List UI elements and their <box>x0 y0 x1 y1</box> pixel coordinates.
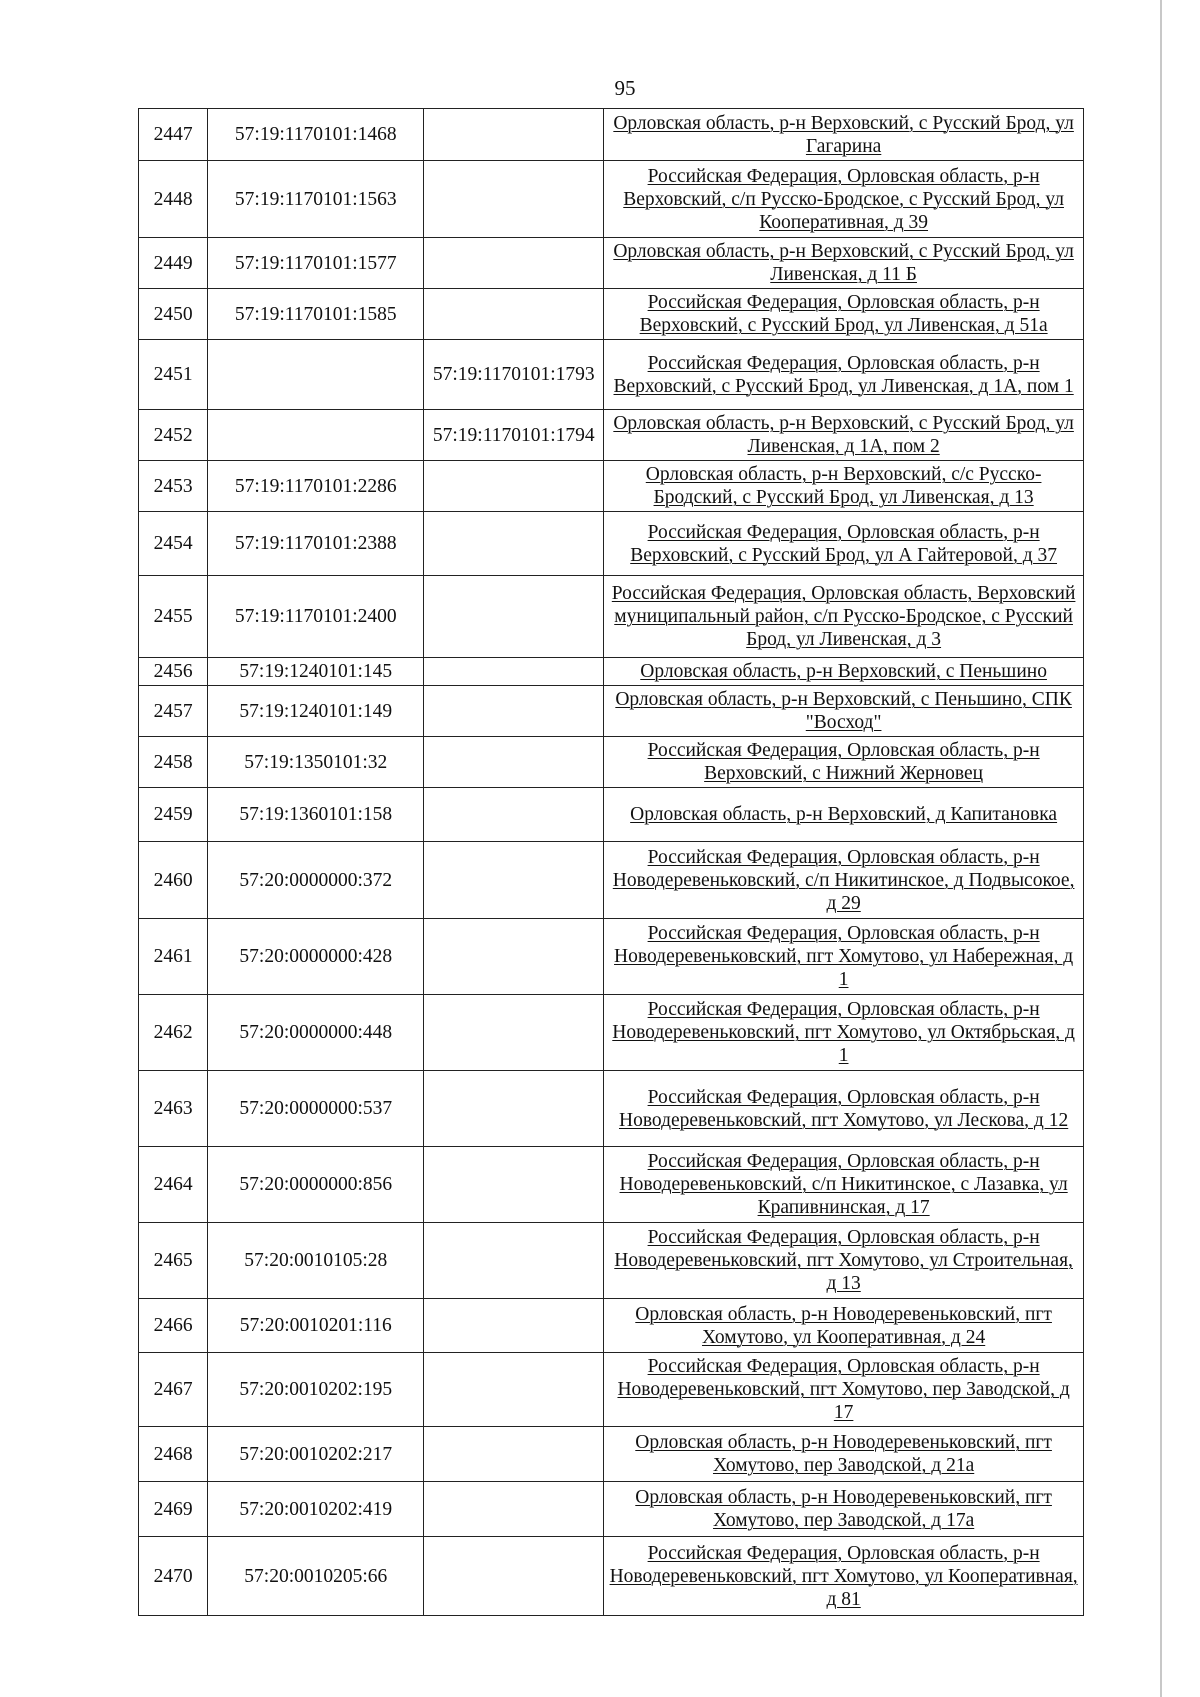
related-cadastral-number-cell <box>424 686 604 737</box>
address-cell <box>604 1299 1084 1353</box>
related-cadastral-number-cell <box>424 461 604 512</box>
related-cadastral-number-cell <box>424 842 604 919</box>
row-number-cell: 2467 <box>139 1353 208 1427</box>
row-number-cell: 2470 <box>139 1537 208 1616</box>
table-row <box>139 686 1084 737</box>
address-text: Орловская область, р-н Верховский, д Капитановка <box>630 804 1058 825</box>
row-number-cell: 2459 <box>139 788 208 842</box>
address-text: Российская Федерация, Орловская область, р-н Верховский, с Русский Брод, ул Ливенская, д 51а <box>639 292 1048 336</box>
cadastral-number-cell: 57:20:0000000:537 <box>208 1071 424 1147</box>
address-cell <box>604 238 1084 289</box>
row-number-cell: 2456 <box>139 658 208 686</box>
address-cell <box>604 919 1084 995</box>
address-cell <box>604 109 1084 161</box>
table-row <box>139 1537 1084 1616</box>
address-text: Российская Федерация, Орловская область, р-н Новодеревеньковский, с/п Никитинское, д Подвысокое, д 29 <box>612 846 1075 914</box>
cadastral-number-cell: 57:20:0010202:195 <box>208 1353 424 1427</box>
address-text: Российская Федерация, Орловская область, р-н Новодеревеньковский, пгт Хомутово, ул Октябрьская, д 1 <box>612 999 1075 1066</box>
table-row <box>139 576 1084 658</box>
address-text: Российская Федерация, Орловская область, р-н Новодеревеньковский, пгт Хомутово, пер Заводской, д 17 <box>617 1356 1070 1423</box>
address-text: Орловская область, р-н Новодеревеньковский, пгт Хомутово, ул Кооперативная, д 24 <box>635 1303 1052 1348</box>
row-number-cell: 2468 <box>139 1427 208 1482</box>
related-cadastral-number-cell <box>424 1071 604 1147</box>
related-cadastral-number-cell <box>424 1353 604 1427</box>
related-cadastral-number-cell <box>424 995 604 1071</box>
address-text: Орловская область, р-н Верховский, с Пеньшино <box>640 661 1047 682</box>
address-cell <box>604 1427 1084 1482</box>
cadastral-number-cell: 57:20:0010105:28 <box>208 1223 424 1299</box>
related-cadastral-number-cell: 57:19:1170101:1794 <box>424 410 604 461</box>
cadastral-number-cell: 57:19:1170101:1577 <box>208 238 424 289</box>
page-number: 95 <box>614 76 636 100</box>
address-cell <box>604 576 1084 658</box>
address-cell <box>604 161 1084 238</box>
row-number-cell: 2451 <box>139 340 208 410</box>
table-row <box>139 340 1084 410</box>
cadastral-number-cell: 57:19:1170101:2286 <box>208 461 424 512</box>
cadastral-number-cell: 57:20:0000000:856 <box>208 1147 424 1223</box>
related-cadastral-number-cell <box>424 238 604 289</box>
related-cadastral-number-cell <box>424 788 604 842</box>
address-cell <box>604 995 1084 1071</box>
address-cell <box>604 289 1084 340</box>
cadastral-number-cell: 57:19:1170101:2388 <box>208 512 424 576</box>
related-cadastral-number-cell <box>424 1427 604 1482</box>
cadastral-number-cell: 57:20:0000000:428 <box>208 919 424 995</box>
address-cell <box>604 340 1084 410</box>
address-text: Российская Федерация, Орловская область, р-н Верховский, с Русский Брод, ул А Гайтеровой, д 37 <box>630 521 1058 566</box>
cadastral-number-cell: 57:20:0010202:419 <box>208 1482 424 1537</box>
address-text: Орловская область, р-н Верховский, с Русский Брод, ул Гагарина <box>613 112 1074 157</box>
related-cadastral-number-cell <box>424 109 604 161</box>
row-number-cell: 2450 <box>139 289 208 340</box>
cadastral-number-cell: 57:19:1240101:149 <box>208 686 424 737</box>
row-number-cell: 2449 <box>139 238 208 289</box>
row-number-cell: 2458 <box>139 737 208 788</box>
cadastral-registry-table <box>138 108 1084 1616</box>
table-row <box>139 1299 1084 1353</box>
cadastral-number-cell: 57:19:1170101:1563 <box>208 161 424 238</box>
row-number-cell: 2455 <box>139 576 208 658</box>
address-text: Орловская область, р-н Верховский, с/с Русско-Бродский, с Русский Брод, ул Ливенская, д 13 <box>645 464 1042 508</box>
cadastral-number-cell <box>208 340 424 410</box>
related-cadastral-number-cell <box>424 512 604 576</box>
address-text: Российская Федерация, Орловская область, р-н Верховский, с Русский Брод, ул Ливенская, д 1А, пом 1 <box>613 352 1074 397</box>
table-row <box>139 919 1084 995</box>
cadastral-number-cell: 57:19:1360101:158 <box>208 788 424 842</box>
cadastral-number-cell: 57:20:0000000:372 <box>208 842 424 919</box>
related-cadastral-number-cell <box>424 161 604 238</box>
cadastral-number-cell: 57:20:0010201:116 <box>208 1299 424 1353</box>
table-row <box>139 410 1084 461</box>
table-row <box>139 737 1084 788</box>
address-text: Орловская область, р-н Новодеревеньковский, пгт Хомутово, пер Заводской, д 21а <box>635 1432 1052 1476</box>
row-number-cell: 2457 <box>139 686 208 737</box>
cadastral-number-cell: 57:19:1170101:1585 <box>208 289 424 340</box>
row-number-cell: 2448 <box>139 161 208 238</box>
address-cell <box>604 788 1084 842</box>
related-cadastral-number-cell <box>424 289 604 340</box>
row-number-cell: 2454 <box>139 512 208 576</box>
address-cell <box>604 1353 1084 1427</box>
table-row <box>139 1071 1084 1147</box>
scan-edge-line <box>1160 0 1162 1697</box>
cadastral-number-cell: 57:19:1170101:1468 <box>208 109 424 161</box>
address-text: Российская Федерация, Орловская область, р-н Верховский, с Нижний Жерновец <box>647 740 1040 784</box>
address-text: Орловская область, р-н Верховский, с Русский Брод, ул Ливенская, д 1А, пом 2 <box>613 413 1074 457</box>
related-cadastral-number-cell <box>424 1223 604 1299</box>
address-text: Российская Федерация, Орловская область, р-н Новодеревеньковский, пгт Хомутово, ул Набережная, д 1 <box>614 923 1074 990</box>
cadastral-number-cell: 57:20:0010205:66 <box>208 1537 424 1616</box>
table-row <box>139 842 1084 919</box>
row-number-cell: 2447 <box>139 109 208 161</box>
row-number-cell: 2452 <box>139 410 208 461</box>
cadastral-number-cell: 57:19:1350101:32 <box>208 737 424 788</box>
address-text: Российская Федерация, Орловская область, р-н Новодеревеньковский, пгт Хомутово, ул Кооперативная, д 81 <box>609 1542 1078 1610</box>
related-cadastral-number-cell <box>424 576 604 658</box>
address-cell <box>604 1223 1084 1299</box>
cadastral-number-cell: 57:20:0000000:448 <box>208 995 424 1071</box>
table-row <box>139 995 1084 1071</box>
table-row <box>139 788 1084 842</box>
table-row <box>139 1353 1084 1427</box>
address-cell <box>604 461 1084 512</box>
address-cell <box>604 1482 1084 1537</box>
address-text: Российская Федерация, Орловская область, р-н Новодеревеньковский, пгт Хомутово, ул Лескова, д 12 <box>618 1086 1069 1131</box>
address-cell <box>604 1071 1084 1147</box>
address-cell <box>604 1147 1084 1223</box>
address-text: Орловская область, р-н Верховский, с Русский Брод, ул Ливенская, д 11 Б <box>613 241 1074 285</box>
table-row <box>139 109 1084 161</box>
registry-table-body <box>139 109 1084 1616</box>
table-row <box>139 161 1084 238</box>
address-cell <box>604 842 1084 919</box>
table-row <box>139 658 1084 686</box>
table-row <box>139 461 1084 512</box>
related-cadastral-number-cell <box>424 919 604 995</box>
address-text: Российская Федерация, Орловская область, р-н Новодеревеньковский, пгт Хомутово, ул Строительная, д 13 <box>614 1227 1073 1294</box>
cadastral-number-cell <box>208 410 424 461</box>
address-text: Орловская область, р-н Верховский, с Пеньшино, СПК "Восход" <box>615 689 1072 733</box>
address-text: Российская Федерация, Орловская область, Верховский муниципальный район, с/п Русско-Бродское, с Русский Брод, ул Ливенская, д 3 <box>611 583 1076 650</box>
table-row <box>139 512 1084 576</box>
cadastral-number-cell: 57:20:0010202:217 <box>208 1427 424 1482</box>
related-cadastral-number-cell <box>424 1537 604 1616</box>
address-text: Российская Федерация, Орловская область, р-н Верховский, с/п Русско-Бродское, с Русский Брод, ул Кооперативная, д 39 <box>623 165 1064 233</box>
row-number-cell: 2461 <box>139 919 208 995</box>
address-cell <box>604 1537 1084 1616</box>
row-number-cell: 2466 <box>139 1299 208 1353</box>
address-text: Российская Федерация, Орловская область, р-н Новодеревеньковский, с/п Никитинское, с Лазавка, ул Крапивнинская, д 17 <box>619 1151 1068 1218</box>
related-cadastral-number-cell <box>424 737 604 788</box>
table-row <box>139 1427 1084 1482</box>
row-number-cell: 2464 <box>139 1147 208 1223</box>
row-number-cell: 2469 <box>139 1482 208 1537</box>
row-number-cell: 2465 <box>139 1223 208 1299</box>
related-cadastral-number-cell: 57:19:1170101:1793 <box>424 340 604 410</box>
row-number-cell: 2463 <box>139 1071 208 1147</box>
cadastral-number-cell: 57:19:1240101:145 <box>208 658 424 686</box>
related-cadastral-number-cell <box>424 1147 604 1223</box>
table-row <box>139 289 1084 340</box>
row-number-cell: 2460 <box>139 842 208 919</box>
address-cell <box>604 737 1084 788</box>
address-cell <box>604 410 1084 461</box>
table-row <box>139 1482 1084 1537</box>
related-cadastral-number-cell <box>424 658 604 686</box>
row-number-cell: 2453 <box>139 461 208 512</box>
table-row <box>139 1147 1084 1223</box>
address-cell <box>604 686 1084 737</box>
related-cadastral-number-cell <box>424 1482 604 1537</box>
table-row <box>139 238 1084 289</box>
row-number-cell: 2462 <box>139 995 208 1071</box>
cadastral-number-cell: 57:19:1170101:2400 <box>208 576 424 658</box>
address-cell <box>604 658 1084 686</box>
address-text: Орловская область, р-н Новодеревеньковский, пгт Хомутово, пер Заводской, д 17а <box>635 1487 1052 1531</box>
table-row <box>139 1223 1084 1299</box>
related-cadastral-number-cell <box>424 1299 604 1353</box>
address-cell <box>604 512 1084 576</box>
